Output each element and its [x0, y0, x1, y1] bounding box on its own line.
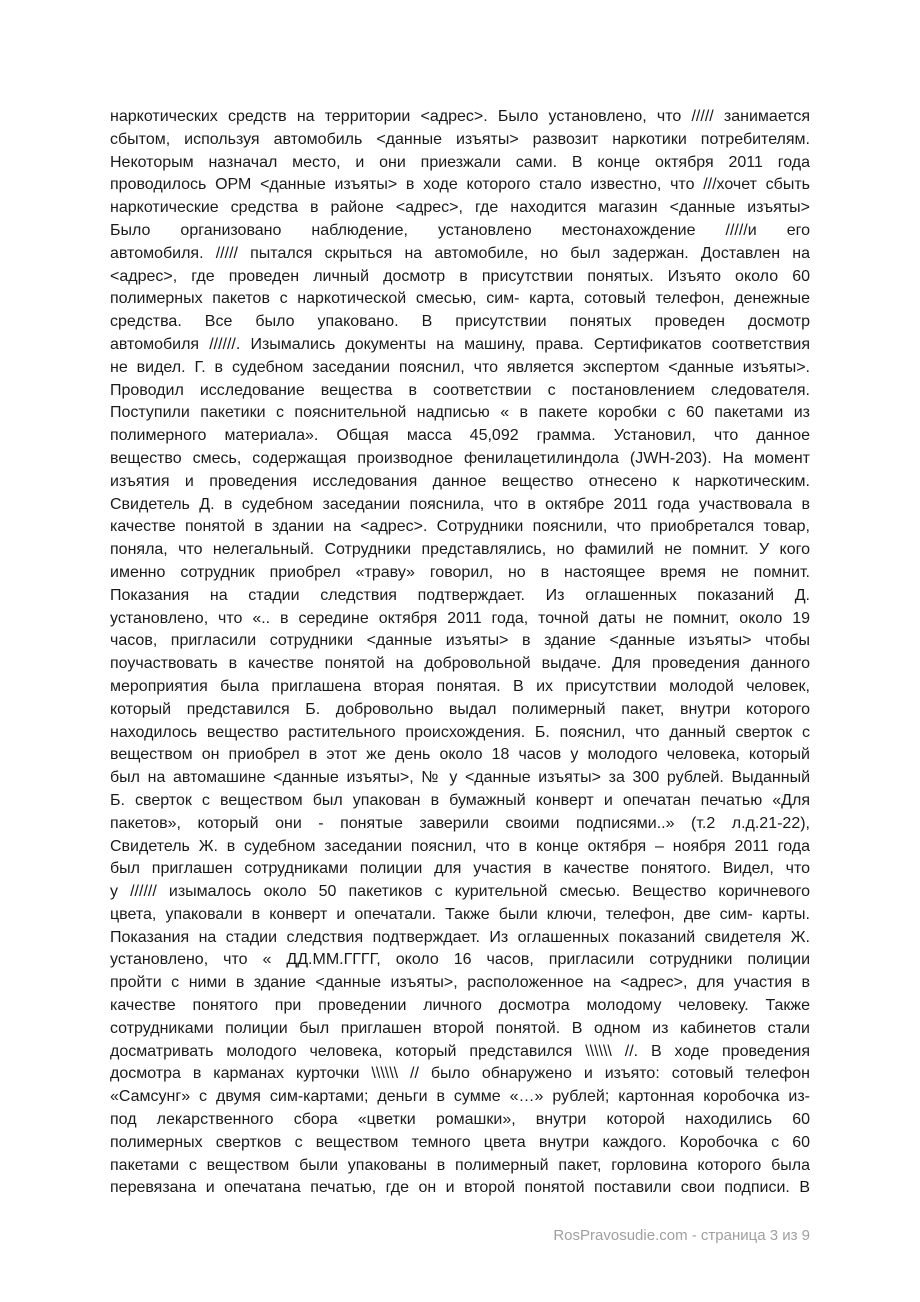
text-line: часов, пригласили сотрудники <данные изъяты> в здание <данные изъяты> чтобы	[110, 632, 810, 650]
text-line: пакетов», который они - понятые заверили своими подписями..» (т.2 л.д.21-22),	[110, 814, 810, 832]
text-line: «Самсунг» с двумя сим-картами; деньги в сумме «…» рублей; картонная коробочка из-	[110, 1088, 810, 1106]
page-footer: RosPravosudie.com - страница 3 из 9	[553, 1227, 810, 1244]
text-line: пакетами с веществом были упакованы в полимерный пакет, горловина которого была	[110, 1156, 810, 1174]
text-line: Было организовано наблюдение, установлено местонахождение /////и его	[110, 221, 810, 239]
text-line: <адрес>, где проведен личный досмотр в присутствии понятых. Изъято около 60	[110, 267, 810, 285]
text-line: автомобиля. ///// пытался скрыться на автомобиле, но был задержан. Доставлен на	[110, 244, 810, 262]
text-line: Б. сверток с веществом был упакован в бумажный конверт и опечатан печатью «Для	[110, 791, 810, 809]
text-line: не видел. Г. в судебном заседании пояснил, что является экспертом <данные изъяты>.	[110, 358, 810, 376]
text-line: средства. Все было упаковано. В присутствии понятых проведен досмотр	[110, 313, 810, 331]
text-line: который представился Б. добровольно выдал полимерный пакет, внутри которого	[110, 700, 810, 718]
text-line: был на автомашине <данные изъяты>, № у <данные изъяты> за 300 рублей. Выданный	[110, 769, 810, 787]
text-line: под лекарственного сбора «цветки ромашки», внутри которой находились 60	[110, 1111, 810, 1129]
text-line: пройти с ними в здание <данные изъяты>, расположенное на <адрес>, для участия в	[110, 974, 810, 992]
text-line: мероприятия была приглашена вторая понятая. В их присутствии молодой человек,	[110, 677, 810, 695]
text-line: досмотра в карманах курточки \\\\\\ // было обнаружено и изъято: сотовый телефон	[110, 1065, 810, 1083]
text-line: перевязана и опечатана печатью, где он и второй понятой поставили свои подписи. В	[110, 1179, 810, 1197]
text-line: проводилось ОРМ <данные изъяты> в ходе которого стало известно, что ///хочет сбыть	[110, 176, 810, 194]
text-line: именно сотрудник приобрел «траву» говорил, но в настоящее время не помнит.	[110, 563, 810, 581]
text-line: Поступили пакетики с пояснительной надписью « в пакете коробки с 60 пакетами из	[110, 404, 810, 422]
text-line: Некоторым назначал место, и они приезжали сами. В конце октября 2011 года	[110, 153, 810, 171]
text-line: поняла, что нелегальный. Сотрудники представлялись, но фамилий не помнит. У кого	[110, 541, 810, 559]
text-line: сбытом, используя автомобиль <данные изъяты> развозит наркотики потребителям.	[110, 130, 810, 148]
text-line: находилось вещество растительного происхождения. Б. пояснил, что данный сверток с	[110, 723, 810, 741]
text-line: сотрудниками полиции был приглашен второй понятой. В одном из кабинетов стали	[110, 1019, 810, 1037]
text-line: вещество смесь, содержащая производное фенилацетилиндола (JWH-203). На момент	[110, 449, 810, 467]
text-line: наркотические средства в районе <адрес>, где находится магазин <данные изъяты>	[110, 199, 810, 217]
text-line: веществом он приобрел в этот же день около 18 часов у молодого человека, который	[110, 746, 810, 764]
text-line: был приглашен сотрудниками полиции для участия в качестве понятого. Видел, что	[110, 860, 810, 878]
document-body	[110, 106, 810, 1200]
text-line: полимерных свертков с веществом темного цвета внутри каждого. Коробочка с 60	[110, 1133, 810, 1151]
text-line: досматривать молодого человека, который представился \\\\\\ //. В ходе проведения	[110, 1042, 810, 1060]
text-line: цвета, упаковали в конверт и опечатали. Также были ключи, телефон, две сим- карты.	[110, 905, 810, 923]
text-line: Свидетель Ж. в судебном заседании пояснил, что в конце октября – ноября 2011 года	[110, 837, 810, 855]
text-line: Показания на стадии следствия подтверждает. Из оглашенных показаний Д.	[110, 586, 810, 604]
text-line: полимерного материала». Общая масса 45,092 грамма. Установил, что данное	[110, 427, 810, 445]
text-line: качестве понятого при проведении личного досмотра молодому человеку. Также	[110, 997, 810, 1015]
text-line: Проводил исследование вещества в соответствии с постановлением следователя.	[110, 381, 810, 399]
text-line: установлено, что « ДД.ММ.ГГГГ, около 16 часов, пригласили сотрудники полиции	[110, 951, 810, 969]
text-line: автомобиля //////. Изымались документы на машину, права. Сертификатов соответствия	[110, 335, 810, 353]
text-line: Показания на стадии следствия подтверждает. Из оглашенных показаний свидетеля Ж.	[110, 928, 810, 946]
text-line: поучаствовать в качестве понятой на добровольной выдаче. Для проведения данного	[110, 655, 810, 673]
text-line: у ////// изымалось около 50 пакетиков с курительной смесью. Вещество коричневого	[110, 883, 810, 901]
text-line: установлено, что «.. в середине октября 2011 года, точной даты не помнит, около 19	[110, 609, 810, 627]
text-line: качестве понятой в здании на <адрес>. Сотрудники пояснили, что приобретался товар,	[110, 518, 810, 536]
text-line: Свидетель Д. в судебном заседании пояснила, что в октябре 2011 года участвовала в	[110, 495, 810, 513]
text-line: изъятия и проведения исследования данное вещество отнесено к наркотическим.	[110, 472, 810, 490]
text-line: полимерных пакетов с наркотической смесью, сим- карта, сотовый телефон, денежные	[110, 290, 810, 308]
text-line: наркотических средств на территории <адрес>. Было установлено, что ///// занимается	[110, 108, 810, 125]
